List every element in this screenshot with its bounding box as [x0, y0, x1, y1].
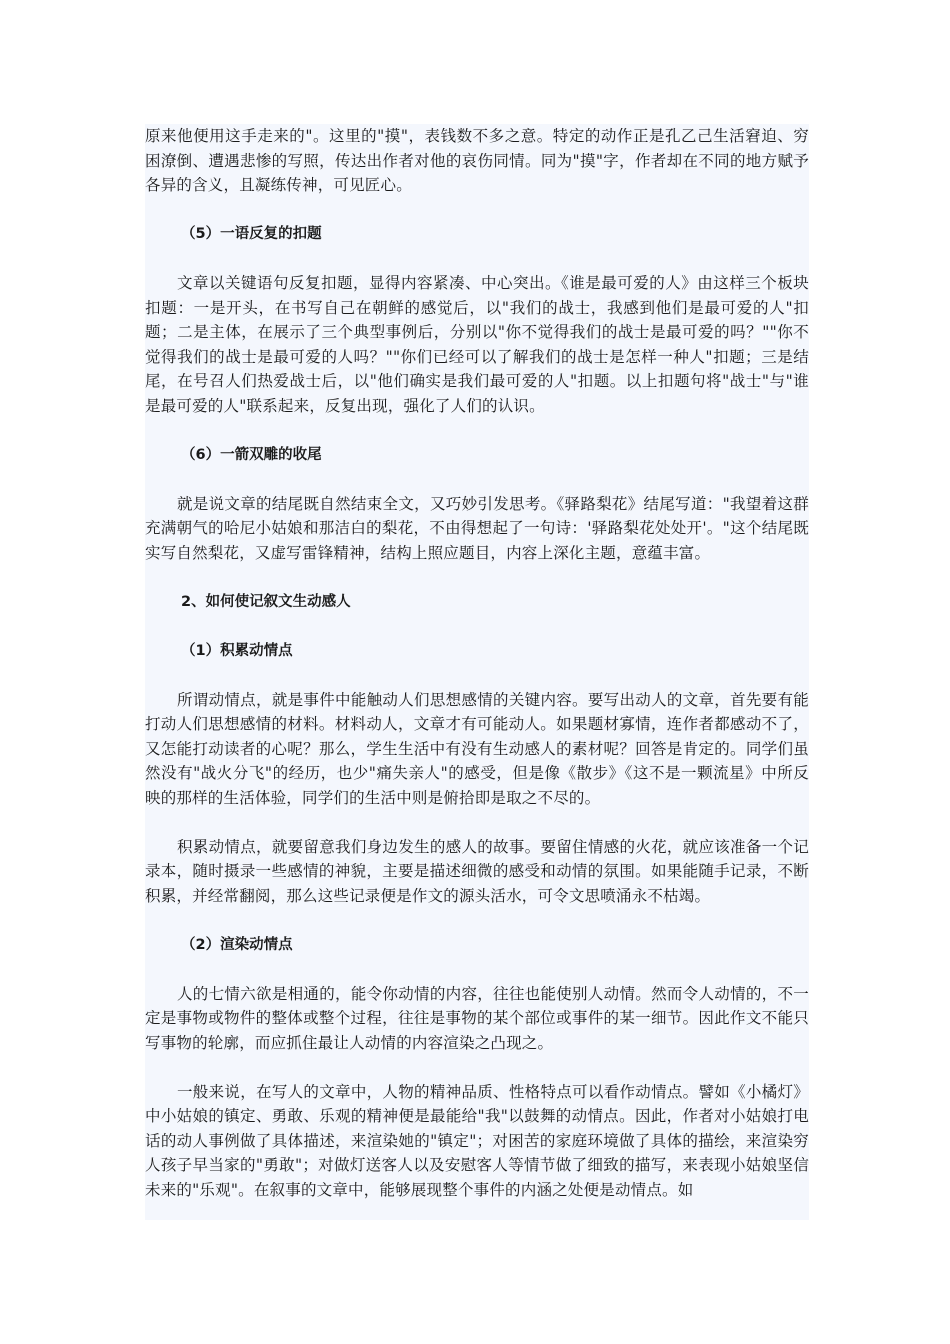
- paragraph-part-2-2a: 人的七情六欲是相通的，能令你动情的内容，往往也能使别人动情。然而令人动情的，不一定是事物或物件的整体或整个过程，往往是事物的某个部位或事件的某一细节。因此作文不能只写事物的轮廓，而应抓住最让人动情的内容渲染之凸现之。: [145, 984, 809, 1052]
- paragraph-intro: 原来他便用这手走来的"。这里的"摸"，表钱数不多之意。特定的动作正是孔乙己生活窘迫、穷困潦倒、遭遇悲惨的写照，传达出作者对他的哀伤同情。同为"摸"字，作者却在不同的地方赋予各异的含义，且凝练传神，可见匠心。: [145, 127, 809, 194]
- document-text-block: [145, 124, 809, 1220]
- heading-part-2-2: （2）渲染动情点: [181, 936, 293, 953]
- paragraph-section-6: 就是说文章的结尾既自然结束全文，又巧妙引发思考。《驿路梨花》结尾写道："我望着这群充满朝气的哈尼小姑娘和那洁白的梨花，不由得想起了一句诗：'驿路梨花处处开'。"这个结尾既实写自然梨花，又虚写雷锋精神，结构上照应题目，内容上深化主题，意蕴丰富。: [145, 494, 809, 562]
- heading-section-5: （5）一语反复的扣题: [181, 226, 322, 242]
- paragraph-part-2-1b: 积累动情点，就要留意我们身边发生的感人的故事。要留住情感的火花，就应该准备一个记录本，随时摄录一些感情的神貌，主要是描述细微的感受和动情的氛围。如果能随手记录，不断积累，并经常翻阅，那么这些记录便是作文的源头活水，可令文思喷涌永不枯竭。: [145, 837, 809, 905]
- paragraph-section-5: 文章以关键语句反复扣题，显得内容紧凑、中心突出。《谁是最可爱的人》由这样三个板块扣题：一是开头，在书写自己在朝鲜的感觉后，以"我们的战士，我感到他们是最可爱的人"扣题；二是主体，在展示了三个典型事例后，分别以"你不觉得我们的战士是最可爱的吗？""你不觉得我们的战士是最可爱的人吗？""你们已经可以了解我们的战士是怎样一种人"扣题；三是结尾，在号召人们热爱战士后，以"他们确实是我们最可爱的人"扣题。以上扣题句将"战士"与"谁是最可爱的人"联系起来，反复出现，强化了人们的认识。: [145, 274, 809, 415]
- heading-part-2-1: （1）积累动情点: [181, 642, 293, 659]
- paragraph-part-2-1a: 所谓动情点，就是事件中能触动人们思想感情的关键内容。要写出动人的文章，首先要有能打动人们思想感情的材料。材料动人，文章才有可能动人。如果题材寡情，连作者都感动不了，又怎能打动读者的心呢？那么，学生生活中有没有生动感人的素材呢？回答是肯定的。同学们虽然没有"战火分飞"的经历，也少"痛失亲人"的感受，但是像《散步》《这不是一颗流星》中所反映的那样的生活体验，同学们的生活中则是俯拾即是取之不尽的。: [145, 690, 809, 807]
- heading-part-2: 2、如何使记叙文生动感人: [181, 593, 351, 610]
- heading-section-6: （6）一箭双雕的收尾: [181, 446, 322, 463]
- paragraph-part-2-2b: 一般来说，在写人的文章中，人物的精神品质、性格特点可以看作动情点。譬如《小橘灯》中小姑娘的镇定、勇敢、乐观的精神便是最能给"我"以鼓舞的动情点。因此，作者对小姑娘打电话的动人事例做了具体描述，来渲染她的"镇定"；对困苦的家庭环境做了具体的描绘，来渲染穷人孩子早当家的"勇敢"；对做灯送客人以及安慰客人等情节做了细致的描写，来表现小姑娘坚信未来的"乐观"。在叙事的文章中，能够展现整个事件的内涵之处便是动情点。如: [145, 1082, 809, 1199]
